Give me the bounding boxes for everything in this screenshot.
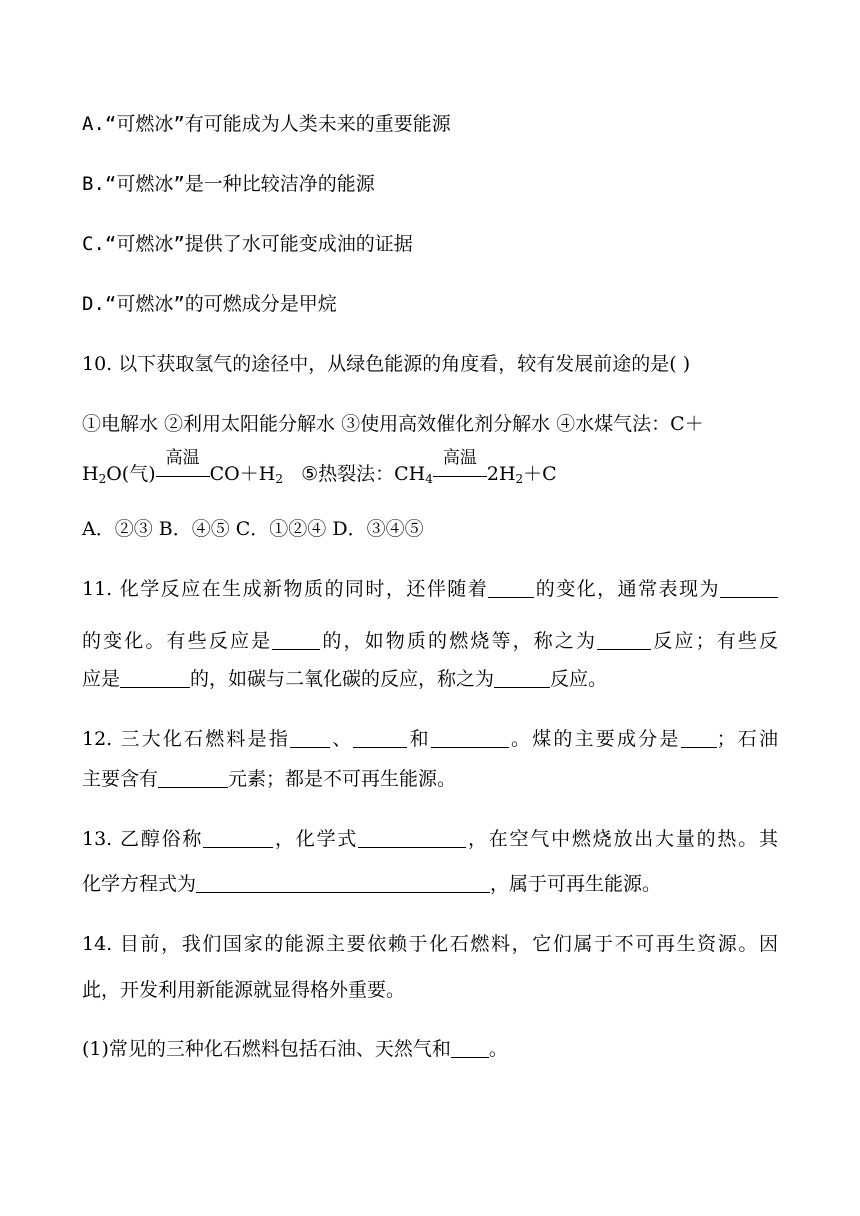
blank[interactable] (431, 727, 509, 748)
q12-text-5: ；石油 (716, 728, 778, 750)
q11-text-3: 的变化。有些反应是 (82, 630, 273, 652)
q13-text-1: 13. 乙醇俗称 (82, 828, 204, 850)
q10-stem: 10. 以下获取氢气的途径中，从绿色能源的角度看，较有发展前途的是( ) (82, 353, 691, 375)
q11-line1 (82, 575, 778, 603)
eq2-condition-label: 高温 (442, 448, 477, 468)
q12-text-2: 、 (330, 728, 354, 750)
eq2-sub4: 4 (425, 472, 433, 486)
eq2-rhs1: 2H (486, 463, 516, 485)
q14-sub1-end: 。 (488, 1038, 508, 1060)
q12-text-7: 元素；都是不可再生能源。 (228, 768, 457, 790)
eq1-condition (156, 448, 210, 488)
blank[interactable] (272, 629, 320, 650)
q10-methods-line1: ①电解水 ②利用太阳能分解水 ③使用高效催化剂分解水 ④水煤气法：C＋ (82, 413, 704, 435)
option-a: A.“可燃冰”有可能成为人类未来的重要能源 (82, 113, 451, 135)
q14-sub1-text: (1)常见的三种化石燃料包括石油、天然气和 (82, 1038, 451, 1060)
q14-line1: 14. 目前，我们国家的能源主要依赖于化石燃料，它们属于不可再生资源。因 (82, 933, 778, 955)
blank[interactable] (203, 827, 273, 848)
q12-line2 (82, 765, 456, 793)
blank[interactable] (353, 727, 407, 748)
q11-text-8: 反应。 (550, 668, 608, 690)
option-b: B.“可燃冰”是一种比较洁净的能源 (82, 173, 375, 195)
eq1-h: H (82, 463, 99, 485)
blank[interactable] (158, 767, 228, 788)
q11-text-7: 的，如碳与二氧化碳的反应，称之为 (190, 668, 495, 690)
blank[interactable] (681, 727, 717, 748)
eq1-rhs-sub: 2 (275, 472, 283, 486)
q13-text-4: 化学方程式为 (82, 873, 197, 895)
q11-text-1: 11. 化学反应在生成新物质的同时，还伴随着 (82, 578, 489, 600)
q12-line1 (82, 725, 778, 753)
blank[interactable] (720, 577, 778, 598)
method5-label: ⑤热裂法：CH (301, 463, 426, 485)
option-c: C.“可燃冰”提供了水可能变成油的证据 (82, 233, 413, 255)
eq2-sub2: 2 (515, 472, 524, 486)
q11-text-4: 的，如物质的燃烧等，称之为 (320, 630, 598, 652)
q11-text-2: 的变化，通常表现为 (534, 578, 720, 600)
option-d: D.“可燃冰”的可燃成分是甲烷 (82, 293, 337, 315)
q13-line1 (82, 825, 778, 853)
q10-options: A．②③ B．④⑤ C．①②④ D．③④⑤ (82, 518, 424, 540)
q12-text-4: 。煤的主要成分是 (508, 728, 681, 750)
blank[interactable] (120, 667, 190, 688)
blank[interactable] (597, 629, 651, 650)
q11-text-5: 反应；有些反 (651, 630, 778, 652)
q11-line3 (82, 665, 607, 693)
q14-sub1 (82, 1035, 508, 1063)
q13-text-2: ，化学式 (273, 828, 359, 850)
blank[interactable] (290, 727, 330, 748)
blank[interactable] (196, 872, 490, 893)
blank[interactable] (358, 827, 466, 848)
q13-text-3: ，在空气中燃烧放出大量的热。其 (466, 828, 778, 850)
q13-line2 (82, 870, 661, 898)
q10-methods-line2 (82, 448, 557, 488)
eq2-rhs2: ＋C (523, 463, 557, 485)
eq1-o: O(气) (106, 463, 156, 485)
q12-text-6: 主要含有 (82, 768, 159, 790)
blank[interactable] (451, 1037, 489, 1058)
q12-text-3: 和 (407, 728, 431, 750)
q11-text-6: 应是 (82, 668, 121, 690)
blank[interactable] (488, 577, 534, 598)
blank[interactable] (494, 667, 550, 688)
q12-text-1: 12. 三大化石燃料是指 (82, 728, 291, 750)
eq1-rhs: CO＋H (209, 463, 276, 485)
eq1-condition-label: 高温 (165, 448, 200, 468)
eq1-sub: 2 (98, 472, 107, 486)
q11-line2 (82, 627, 778, 655)
q13-text-5: ，属于可再生能源。 (490, 873, 662, 895)
eq2-condition (433, 448, 487, 488)
q14-line2: 此，开发利用新能源就显得格外重要。 (82, 979, 406, 1001)
